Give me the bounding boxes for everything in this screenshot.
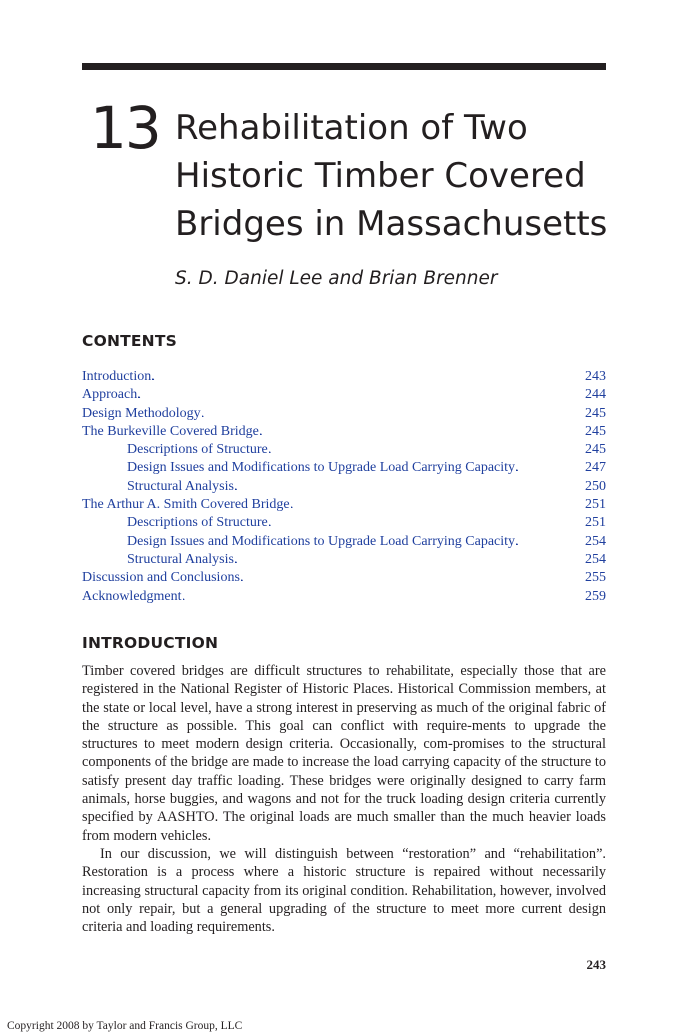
intro-paragraph-1: Timber covered bridges are difficult structures to rehabilitate, especially those that are registered in the National Register of Historic Places. Historical Commission members, at the state or local level, have a strong interest in preserving as much of the original fabric of the structure as possible. This goal can conflict with require-ments to upgrade the structures to meet modern design criteria. Occasionally, com-promises to the structural components of the bridge are made to increase the load carrying capacity of the structure to satisfy present day traffic loading. These bridges were originally designed to carry farm animals, horse buggies, and wagons and not for the truck loading design criteria currently specified by AASHTO. The original loads are much smaller than the much heavier loads from modern vehicles. bbox=[82, 663, 606, 844]
toc-entry-label: Acknowledgment bbox=[82, 588, 182, 604]
chapter-number: 13 bbox=[90, 94, 160, 162]
chapter-title: Rehabilitation of Two Historic Timber Covered Bridges in Massachusetts bbox=[175, 108, 608, 244]
toc-entry-page: 245 bbox=[585, 442, 606, 458]
toc-entry-page: 254 bbox=[585, 533, 606, 549]
toc-entry[interactable] bbox=[82, 588, 606, 606]
toc-entry[interactable] bbox=[82, 386, 606, 404]
toc-leader-dots bbox=[291, 496, 584, 515]
toc-entry-label: Introduction bbox=[82, 369, 152, 384]
toc-leader-dots bbox=[516, 533, 584, 552]
toc-entry[interactable] bbox=[82, 459, 606, 477]
toc-entry-page: 250 bbox=[585, 478, 606, 494]
toc-entry[interactable] bbox=[82, 405, 606, 423]
toc-entry-label: Discussion and Conclusions bbox=[82, 570, 240, 586]
introduction-body bbox=[82, 662, 606, 936]
toc-entry-page: 243 bbox=[585, 369, 606, 384]
toc-entry-label: The Burkeville Covered Bridge bbox=[82, 423, 259, 439]
toc-entry[interactable] bbox=[82, 423, 606, 441]
toc-entry-label: Structural Analysis bbox=[127, 478, 234, 494]
toc-entry[interactable] bbox=[82, 368, 606, 386]
toc-leader-dots bbox=[138, 386, 584, 405]
toc-leader-dots bbox=[202, 405, 584, 424]
toc-entry-label: Approach bbox=[82, 387, 138, 403]
toc-leader-dots bbox=[516, 459, 584, 478]
top-rule bbox=[82, 63, 606, 70]
copyright-notice: Copyright 2008 by Taylor and Francis Group, LLC bbox=[7, 1020, 243, 1032]
toc-entry[interactable] bbox=[82, 441, 606, 459]
toc-entry[interactable] bbox=[82, 478, 606, 496]
toc-entry-label: Design Methodology bbox=[82, 405, 201, 421]
toc-leader-dots bbox=[235, 478, 584, 497]
toc-entry[interactable] bbox=[82, 551, 606, 569]
toc-leader-dots bbox=[260, 423, 584, 442]
toc-entry[interactable] bbox=[82, 514, 606, 532]
toc-entry-label: Structural Analysis bbox=[127, 551, 234, 567]
toc-entry-label: Descriptions of Structure bbox=[127, 515, 268, 531]
toc-entry[interactable] bbox=[82, 569, 606, 587]
introduction-heading: INTRODUCTION bbox=[82, 634, 219, 652]
toc-entry-page: 255 bbox=[585, 570, 606, 586]
toc-leader-dots bbox=[235, 551, 584, 570]
table-of-contents bbox=[82, 368, 606, 606]
toc-entry-page: 259 bbox=[585, 588, 606, 604]
toc-entry-page: 254 bbox=[585, 551, 606, 567]
toc-entry-label: Descriptions of Structure bbox=[127, 442, 268, 458]
toc-entry-label: Design Issues and Modifications to Upgrade Load Carrying Capacity bbox=[127, 460, 516, 476]
toc-entry-page: 245 bbox=[585, 423, 606, 439]
toc-entry-page: 251 bbox=[585, 497, 606, 513]
toc-leader-dots bbox=[152, 368, 584, 387]
toc-entry-label: The Arthur A. Smith Covered Bridge bbox=[82, 497, 290, 513]
toc-entry-page: 251 bbox=[585, 515, 606, 531]
intro-paragraph-2: In our discussion, we will distinguish between “restoration” and “rehabilitation”. Restoration is a process where a historic structure is repaired without necessarily increasing structural capacity from its original condition. Rehabilitation, however, involved not only repair, but a general upgrading of the structure to meet more current design criteria and loading requirements. bbox=[82, 845, 606, 936]
toc-entry-page: 244 bbox=[585, 387, 606, 403]
toc-entry-page: 245 bbox=[585, 405, 606, 421]
toc-leader-dots bbox=[269, 441, 584, 460]
chapter-authors: S. D. Daniel Lee and Brian Brenner bbox=[175, 268, 498, 289]
toc-entry[interactable] bbox=[82, 533, 606, 551]
toc-entry-page: 247 bbox=[585, 460, 606, 476]
page-number: 243 bbox=[586, 957, 606, 972]
toc-leader-dots bbox=[241, 569, 584, 588]
toc-leader-dots bbox=[269, 514, 584, 533]
contents-heading: CONTENTS bbox=[82, 332, 177, 350]
toc-entry[interactable] bbox=[82, 496, 606, 514]
toc-entry-label: Design Issues and Modifications to Upgrade Load Carrying Capacity bbox=[127, 533, 516, 549]
toc-leader-dots bbox=[183, 588, 584, 607]
